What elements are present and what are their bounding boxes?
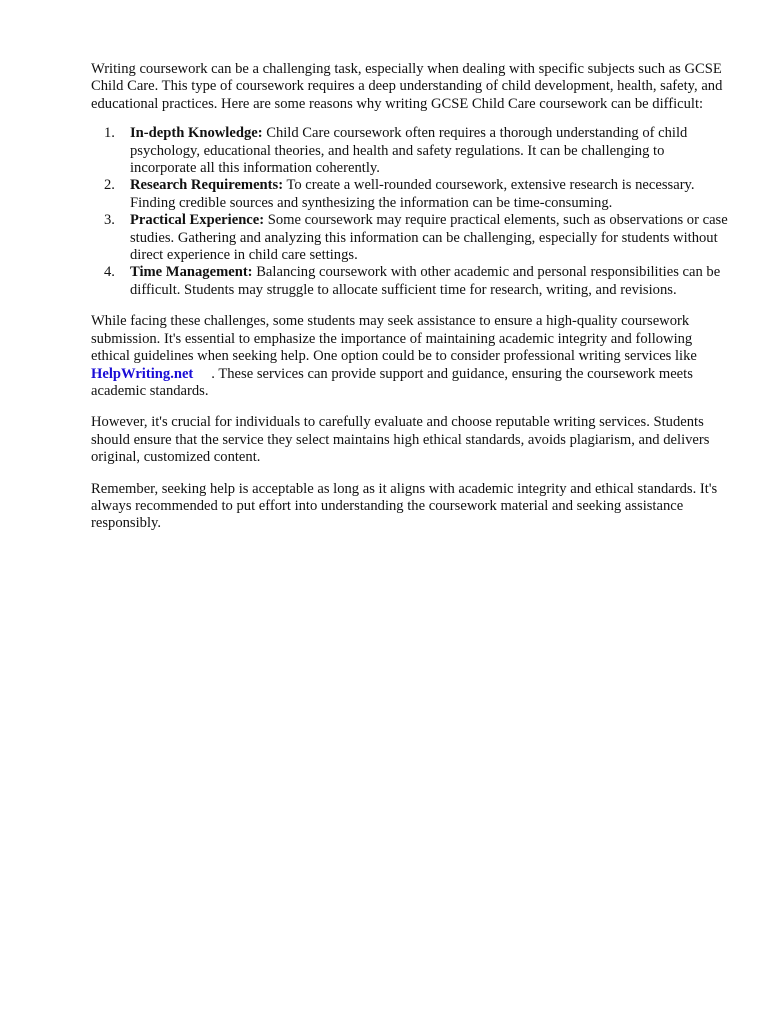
- reason-text: Child Care coursework often requires a thorough understanding of child psychology, educational theories, and health and safety regulations. It can be challenging to incorporate all this information coherently.: [130, 125, 688, 177]
- reason-item: [91, 264, 731, 299]
- reason-number: 2.: [104, 177, 115, 194]
- reason-number: 1.: [104, 125, 115, 142]
- reason-term: Time Management:: [130, 264, 253, 281]
- reason-number: 4.: [104, 264, 115, 281]
- reason-text: To create a well-rounded coursework, extensive research is necessary. Finding credible sources and synthesizing the information can be time-consuming.: [130, 177, 695, 211]
- reasons-list: [91, 125, 731, 299]
- reason-term: Research Requirements:: [130, 177, 284, 194]
- reason-term: In-depth Knowledge:: [130, 125, 263, 142]
- reason-number: 3.: [104, 212, 115, 229]
- assistance-text-after-link: . These services can provide support and guidance, ensuring the coursework meets academic standards.: [91, 365, 693, 399]
- reason-text: Some coursework may require practical elements, such as observations or case studies. Gathering and analyzing this information can be challenging, especially for students without direct experience in child care settings.: [130, 212, 728, 264]
- reason-item: [91, 177, 731, 212]
- reason-text: Balancing coursework with other academic and personal responsibilities can be difficult. Students may struggle to allocate sufficient time for research, writing, and revisions.: [130, 264, 721, 298]
- reason-item: [91, 125, 731, 177]
- assistance-text-before-link: While facing these challenges, some students may seek assistance to ensure a high-quality coursework submission. It's essential to emphasize the importance of maintaining academic integrity and following ethical guidelines when seeking help. One option could be to consider professional writing services like: [91, 313, 697, 365]
- intro-paragraph: Writing coursework can be a challenging task, especially when dealing with specific subjects such as GCSE Child Care. This type of coursework requires a deep understanding of child development, health, safety, and educational practices. Here are some reasons why writing GCSE Child Care coursework can be difficult:: [91, 61, 723, 112]
- evaluation-paragraph: However, it's crucial for individuals to carefully evaluate and choose reputable writing services. Students should ensure that the service they select maintains high ethical standards, avoids plagiarism, and delivers original, customized content.: [91, 414, 710, 466]
- helpwriting-link[interactable]: HelpWriting.net: [91, 365, 194, 382]
- conclusion-paragraph: Remember, seeking help is acceptable as long as it aligns with academic integrity and ethical standards. It's always recommended to put effort into understanding the coursework material and seeking assistance responsibly.: [91, 480, 718, 532]
- assistance-paragraph: [91, 313, 731, 400]
- document-page: [91, 61, 731, 533]
- reason-item: [91, 212, 731, 264]
- reason-term: Practical Experience:: [130, 212, 265, 229]
